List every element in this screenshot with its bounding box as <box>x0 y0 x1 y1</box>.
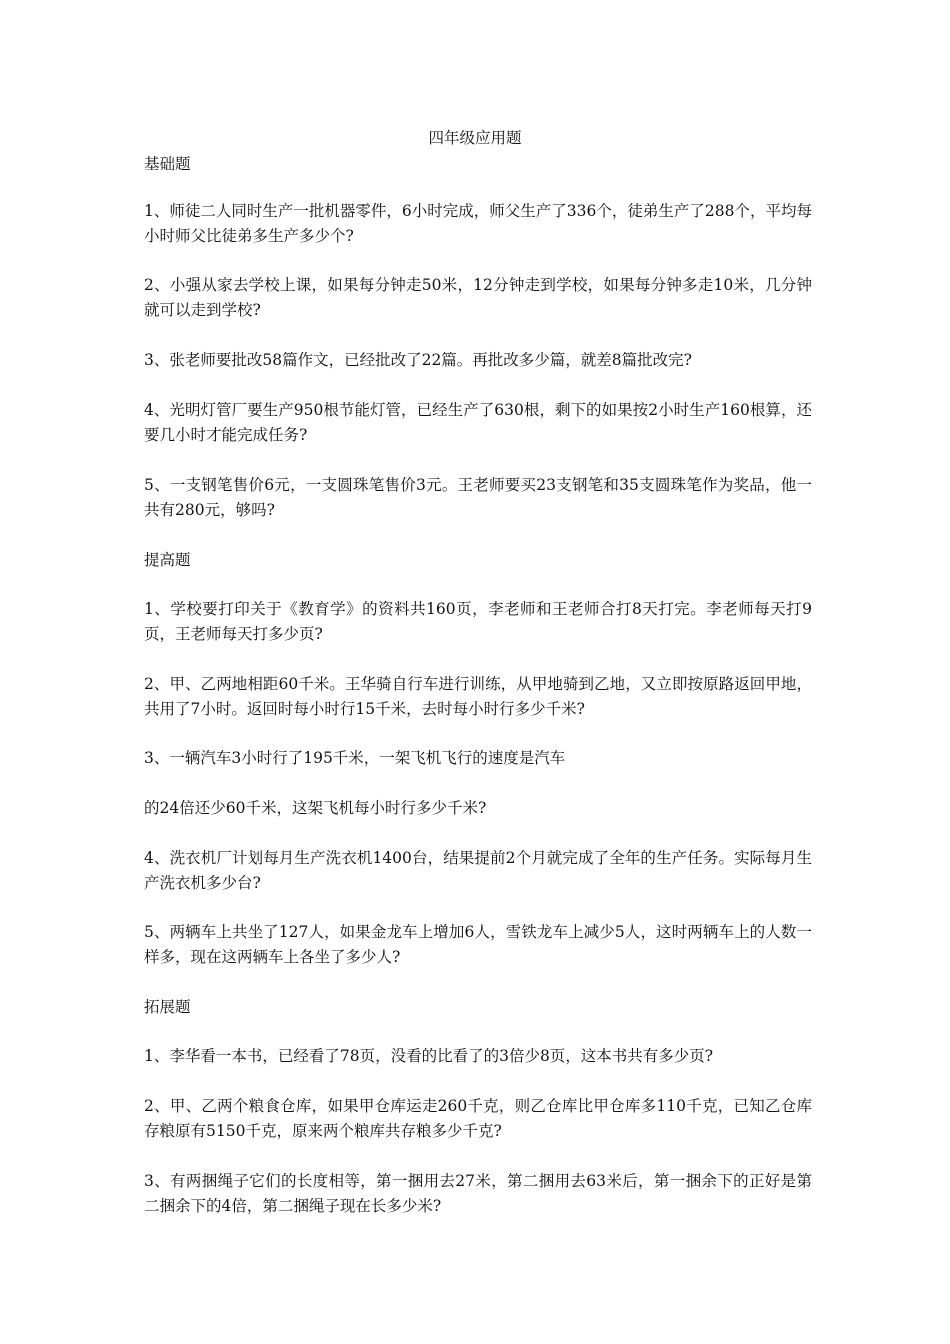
section-heading-advanced: 提高题 <box>144 551 191 569</box>
question-extension-2: 2、甲、乙两个粮食仓库，如果甲仓库运走260千克，则乙仓库比甲仓库多110千克，已知乙仓库存粮原有5150千克，原来两个粮库共存粮多少千克? <box>144 1097 812 1140</box>
question-basic-2: 2、小强从家去学校上课，如果每分钟走50米，12分钟走到学校，如果每分钟多走10米，几分钟就可以走到学校? <box>144 276 812 319</box>
question-advanced-4: 4、洗衣机厂计划每月生产洗衣机1400台，结果提前2个月就完成了全年的生产任务。实际每月生产洗衣机多少台? <box>144 849 812 892</box>
page-title: 四年级应用题 <box>428 129 522 147</box>
question-basic-3: 3、张老师要批改58篇作文，已经批改了22篇。再批改多少篇，就差8篇批改完? <box>144 351 692 369</box>
question-basic-1: 1、师徒二人同时生产一批机器零件，6小时完成，师父生产了336个，徒弟生产了288个，平均每小时师父比徒弟多生产多少个? <box>144 202 812 245</box>
question-advanced-1: 1、学校要打印关于《教育学》的资料共160页，李老师和王老师合打8天打完。李老师每天打9页，王老师每天打多少页? <box>144 600 812 643</box>
question-extension-1: 1、李华看一本书，已经看了78页，没看的比看了的3倍少8页，这本书共有多少页? <box>144 1047 714 1065</box>
question-advanced-5: 5、两辆车上共坐了127人，如果金龙车上增加6人，雪铁龙车上减少5人，这时两辆车上的人数一样多，现在这两辆车上各坐了多少人? <box>144 923 812 966</box>
question-advanced-2: 2、甲、乙两地相距60千米。王华骑自行车进行训练，从甲地骑到乙地，又立即按原路返回甲地，共用了7小时。返回时每小时行15千米，去时每小时行多少千米? <box>144 675 812 718</box>
question-basic-5: 5、一支钢笔售价6元，一支圆珠笔售价3元。王老师要买23支钢笔和35支圆珠笔作为奖品，他一共有280元，够吗? <box>144 476 812 519</box>
section-heading-basic: 基础题 <box>144 155 191 173</box>
question-basic-4: 4、光明灯管厂要生产950根节能灯管，已经生产了630根，剩下的如果按2小时生产160根算，还要几小时才能完成任务? <box>144 401 812 444</box>
question-advanced-3b: 的24倍还少60千米，这架飞机每小时行多少千米? <box>144 799 487 817</box>
question-extension-3: 3、有两捆绳子它们的长度相等，第一捆用去27米，第二捆用去63米后，第一捆余下的正好是第二捆余下的4倍，第二捆绳子现在长多少米? <box>144 1172 812 1215</box>
question-advanced-3a: 3、一辆汽车3小时行了195千米，一架飞机飞行的速度是汽车 <box>144 749 566 767</box>
section-heading-extension: 拓展题 <box>144 998 191 1016</box>
